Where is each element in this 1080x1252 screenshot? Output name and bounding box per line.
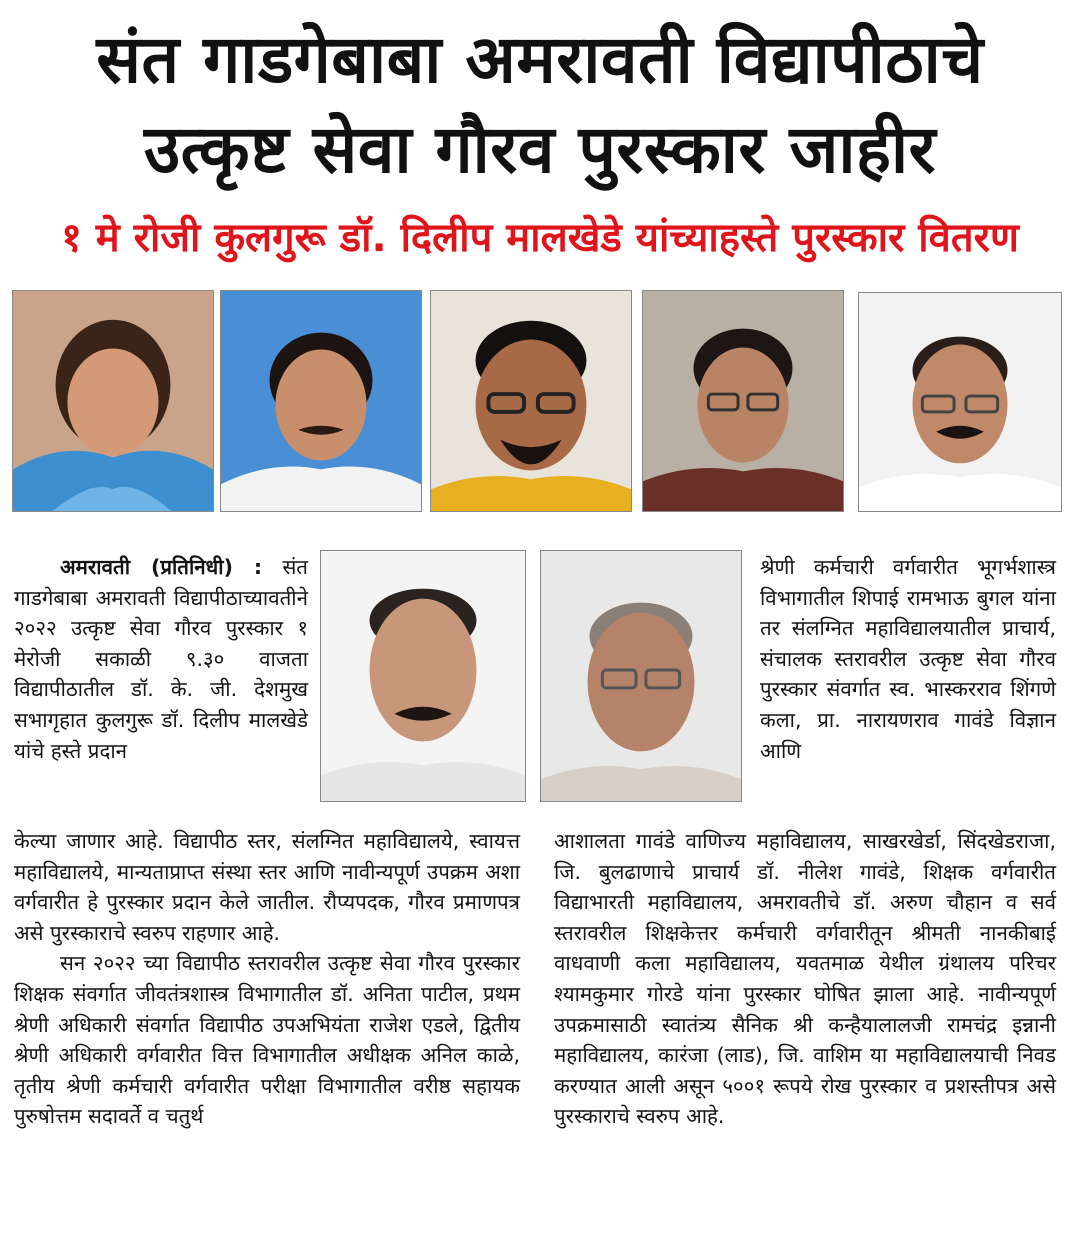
portrait-photo-2 — [220, 290, 422, 512]
dateline: अमरावती (प्रतिनिधी) : — [60, 555, 263, 579]
portrait-photo-4 — [642, 290, 844, 512]
subheadline: १ मे रोजी कुलगुरू डॉ. दिलीप मालखेडे यांच्याहस्ते पुरस्कार वितरण — [61, 215, 1019, 261]
portrait-photo-3 — [430, 290, 632, 512]
article-column-left-bottom — [14, 826, 520, 1132]
article-column-left-top — [14, 552, 308, 766]
article-text-left-top: संत गाडगेबाबा अमरावती विद्यापीठाच्यावतीने २०२२ उत्कृष्ट सेवा गौरव पुरस्कार १ मेरोजी सकाळी ९.३० वाजता विद्यापीठातील डॉ. के. जी. देशमुख सभागृहात कुलगुरू डॉ. दिलीप मालखेडे यांचे हस्ते प्रदान — [14, 555, 308, 763]
article-column-right-top — [760, 552, 1056, 766]
portrait-photo-5 — [858, 292, 1062, 512]
portrait-photo-1 — [12, 290, 214, 512]
article-text-right-top: श्रेणी कर्मचारी वर्गवारीत भूगर्भशास्त्र विभागातील शिपाई रामभाऊ बुगल यांना तर संलग्नित महाविद्यालयातील प्राचार्य, संचालक स्तरावरील उत्कृष्ट सेवा गौरव पुरस्कार संवर्गात स्व. भास्करराव शिंगणे कला, प्रा. नारायणराव गावंडे विज्ञान आणि — [760, 555, 1056, 763]
portrait-photo-6 — [320, 550, 526, 802]
article-text-right-bottom: आशालता गावंडे वाणिज्य महाविद्यालय, साखरखेर्डा, सिंदखेडराजा, जि. बुलढाणाचे प्राचार्य डॉ. नीलेश गावंडे, शिक्षक वर्गवारीत विद्याभारती महाविद्यालय, अमरावतीचे डॉ. अरुण चौहान व सर्व स्तरावरील शिक्षकेत्तर कर्मचारी वर्गवारीतून श्रीमती नानकीबाई वाधवाणी कला महाविद्यालय, यवतमाळ येथील ग्रंथालय परिचर श्यामकुमार गोरडे यांना पुरस्कार घोषित झाला आहे. नावीन्यपूर्ण उपक्रमासाठी स्वातंत्र्य सैनिक श्री कन्हैयालालजी रामचंद्र इन्नानी महाविद्यालय, कारंजा (लाड), जि. वाशिम या महाविद्यालयाची निवड करण्यात आली असून ५००१ रूपये रोख पुरस्कार व प्रशस्तीपत्र असे पुरस्काराचे स्वरुप आहे. — [554, 829, 1056, 1129]
article-paragraph-left-2: सन २०२२ च्या विद्यापीठ स्तरावरील उत्कृष्ट सेवा गौरव पुरस्कार शिक्षक संवर्गात जीवतंत्रशास्त्र विभागातील डॉ. अनिता पाटील, प्रथम श्रेणी अधिकारी संवर्गात विद्यापीठ उपअभियंता राजेश एडले, द्वितीय श्रेणी अधिकारी वर्गवारीत वित्त विभागातील अधीक्षक अनिल काळे, तृतीय श्रेणी कर्मचारी वर्गवारीत परीक्षा विभागातील वरीष्ठ सहायक पुरुषोत्तम सदावर्ते व चतुर्थ — [14, 951, 520, 1129]
portrait-photo-7 — [540, 550, 742, 802]
headline-line-1: संत गाडगेबाबा अमरावती विद्यापीठाचे — [96, 21, 984, 98]
headline-line-2: उत्कृष्ट सेवा गौरव पुरस्कार जाहीर — [143, 111, 937, 188]
article-column-right-bottom — [554, 826, 1056, 1132]
article-paragraph-left-1: केल्या जाणार आहे. विद्यापीठ स्तर, संलग्नित महाविद्यालये, स्वायत्त महाविद्यालये, मान्यताप्राप्त संस्था स्तर आणि नावीन्यपूर्ण उपक्रम अशा वर्गवारीत हे पुरस्कार प्रदान केले जातील. रौप्यपदक, गौरव प्रमाणपत्र असे पुरस्काराचे स्वरुप राहणार आहे. — [14, 829, 520, 945]
